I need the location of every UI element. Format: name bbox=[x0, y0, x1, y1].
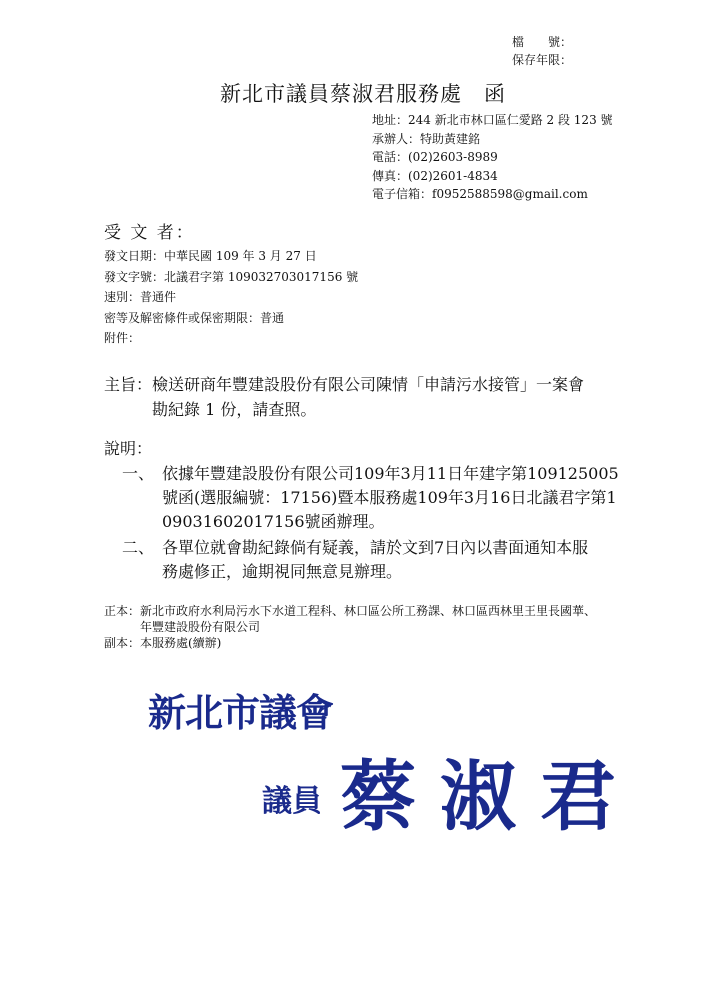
document-number: 發文字號：北議君字第 109032703017156 號 bbox=[104, 269, 359, 284]
delivery-speed: 速別：普通件 bbox=[104, 290, 177, 305]
main-recipients bbox=[140, 604, 596, 635]
explanation-item-number-1: 一、 bbox=[122, 464, 155, 483]
file-number-label: 檔 號： bbox=[512, 35, 573, 49]
subject bbox=[104, 372, 624, 422]
explanation-item-1 bbox=[162, 462, 619, 534]
main-recipients-line-2: 年豐建設股份有限公司 bbox=[140, 619, 261, 634]
councilor-title: 議員 bbox=[262, 784, 322, 819]
copy-recipients: 副本：本服務處(續辦) bbox=[104, 636, 222, 650]
councilor-name: 蔡淑君 bbox=[340, 752, 640, 841]
phone: 電話：(02)2603-8989 bbox=[372, 150, 498, 165]
explanation-item-1-line-3: 09031602017156號函辦理。 bbox=[162, 512, 385, 531]
meta-block bbox=[104, 246, 358, 349]
fax: 傳真：(02)2601-4834 bbox=[372, 168, 498, 183]
explanation-item-2-line-2: 務處修正，逾期視同無意見辦理。 bbox=[162, 562, 403, 581]
main-recipient-label: 正本： bbox=[104, 604, 141, 618]
council-seal-text: 新北市議會 bbox=[148, 690, 334, 735]
security-level: 密等及解密條件或保密期限：普通 bbox=[104, 310, 285, 325]
subject-line-1: 主旨：檢送研商年豐建設股份有限公司陳情「申請污水接管」一案會 bbox=[104, 375, 585, 394]
contact-block bbox=[372, 111, 613, 204]
attachment-label: 附件： bbox=[104, 331, 141, 346]
explanation-item-2 bbox=[162, 536, 588, 584]
explanation-item-2-line-1: 各單位就會勘紀錄倘有疑義，請於文到7日內以書面通知本服 bbox=[162, 538, 589, 557]
issue-date: 發文日期：中華民國 109 年 3 月 27 日 bbox=[104, 249, 317, 263]
explanation-item-1-line-2: 號函(選服編號：17156)暨本服務處109年3月16日北議君字第1 bbox=[162, 488, 617, 507]
recipient-label: 受 文 者： bbox=[104, 223, 195, 243]
explanation-item-1-line-1: 依據年豐建設股份有限公司109年3月11日年建字第109125005 bbox=[162, 464, 619, 483]
retention-period-label: 保存年限： bbox=[512, 53, 573, 67]
document-title: 新北市議員蔡淑君服務處 函 bbox=[220, 82, 506, 106]
explanation-label: 說明： bbox=[104, 439, 153, 458]
handler: 承辦人：特助黃建銘 bbox=[372, 131, 481, 146]
email: 電子信箱：f0952588598@gmail.com bbox=[372, 187, 588, 202]
main-recipients-line-1: 新北市政府水利局污水下水道工程科、林口區公所工務課、林口區西林里王里長國華、 bbox=[140, 604, 597, 618]
explanation-item-number-2: 二、 bbox=[122, 538, 155, 557]
address: 地址：244 新北市林口區仁愛路 2 段 123 號 bbox=[372, 113, 613, 127]
subject-line-2: 勘紀錄 1 份，請查照。 bbox=[152, 400, 317, 419]
